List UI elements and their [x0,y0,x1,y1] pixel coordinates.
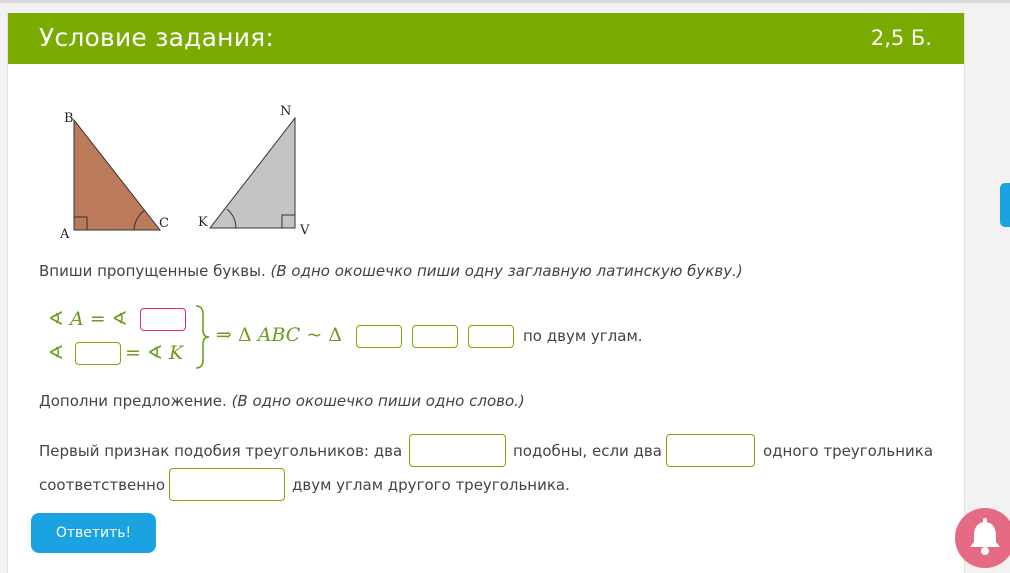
sentence-part-2: подобны, если два [513,442,662,460]
notification-button[interactable] [955,508,1010,568]
word-input-3[interactable] [169,468,285,501]
task1-suffix: по двум углам. [523,327,643,345]
top-strip [0,0,1010,3]
score-badge: 2,5 Б. [870,26,932,50]
letter-input-5[interactable] [468,325,514,348]
similarity-expression [216,324,342,346]
equation-line-2a [48,342,64,364]
sentence-part-1: Первый признак подобия треугольников: два [39,442,403,460]
submit-button[interactable]: Ответить! [31,513,156,553]
implies-symbol: ⇒ [216,324,232,346]
vertex-label-b: B [64,111,74,126]
triangle-abc-label: ABC [257,324,301,346]
equals-angle: = ∢ [89,308,128,330]
angle-symbol: ∢ [48,308,64,330]
task2-hint: (В одно окошечко пиши одно слово.) [231,392,525,410]
equation-line-2b [125,342,183,364]
task1-hint: (В одно окошечко пиши одну заглавную латинскую букву.) [270,262,743,280]
angle-a-label: A [69,308,84,330]
triangle-kvn [210,118,295,228]
triangles-figure [50,100,330,240]
vertex-label-c: C [159,216,169,231]
equals-angle: = ∢ [125,342,163,364]
task2-instruction [39,392,525,410]
curly-brace [193,304,211,370]
task-header [8,13,964,64]
vertex-label-k: K [198,215,208,230]
triangle-abc [74,120,160,230]
task1-instruction [39,262,743,280]
word-input-2[interactable] [666,434,755,467]
bell-icon [955,508,1010,568]
letter-input-4[interactable] [412,325,458,348]
similar-delta: ~ Δ [306,324,343,346]
angle-symbol: ∢ [48,342,64,364]
side-panel-tab[interactable] [1000,183,1010,227]
sentence-part-5: двум углам другого треугольника. [292,476,570,494]
task1-instruction-text: Впиши пропущенные буквы. [39,262,266,280]
sentence-part-3: одного треугольника [763,442,934,460]
delta-symbol: Δ [237,324,252,346]
equation-line-1 [48,308,128,330]
word-input-1[interactable] [409,434,506,467]
angle-k-label: K [168,342,184,364]
page-title: Условие задания: [39,23,275,52]
letter-input-2[interactable] [75,342,121,365]
vertex-label-a: A [60,227,70,240]
vertex-label-n: N [280,104,292,119]
letter-input-1[interactable] [140,308,186,331]
task2-instruction-text: Дополни предложение. [39,392,227,410]
sentence-part-4: соответственно [39,476,165,494]
vertex-label-v: V [300,223,310,238]
letter-input-3[interactable] [356,325,402,348]
